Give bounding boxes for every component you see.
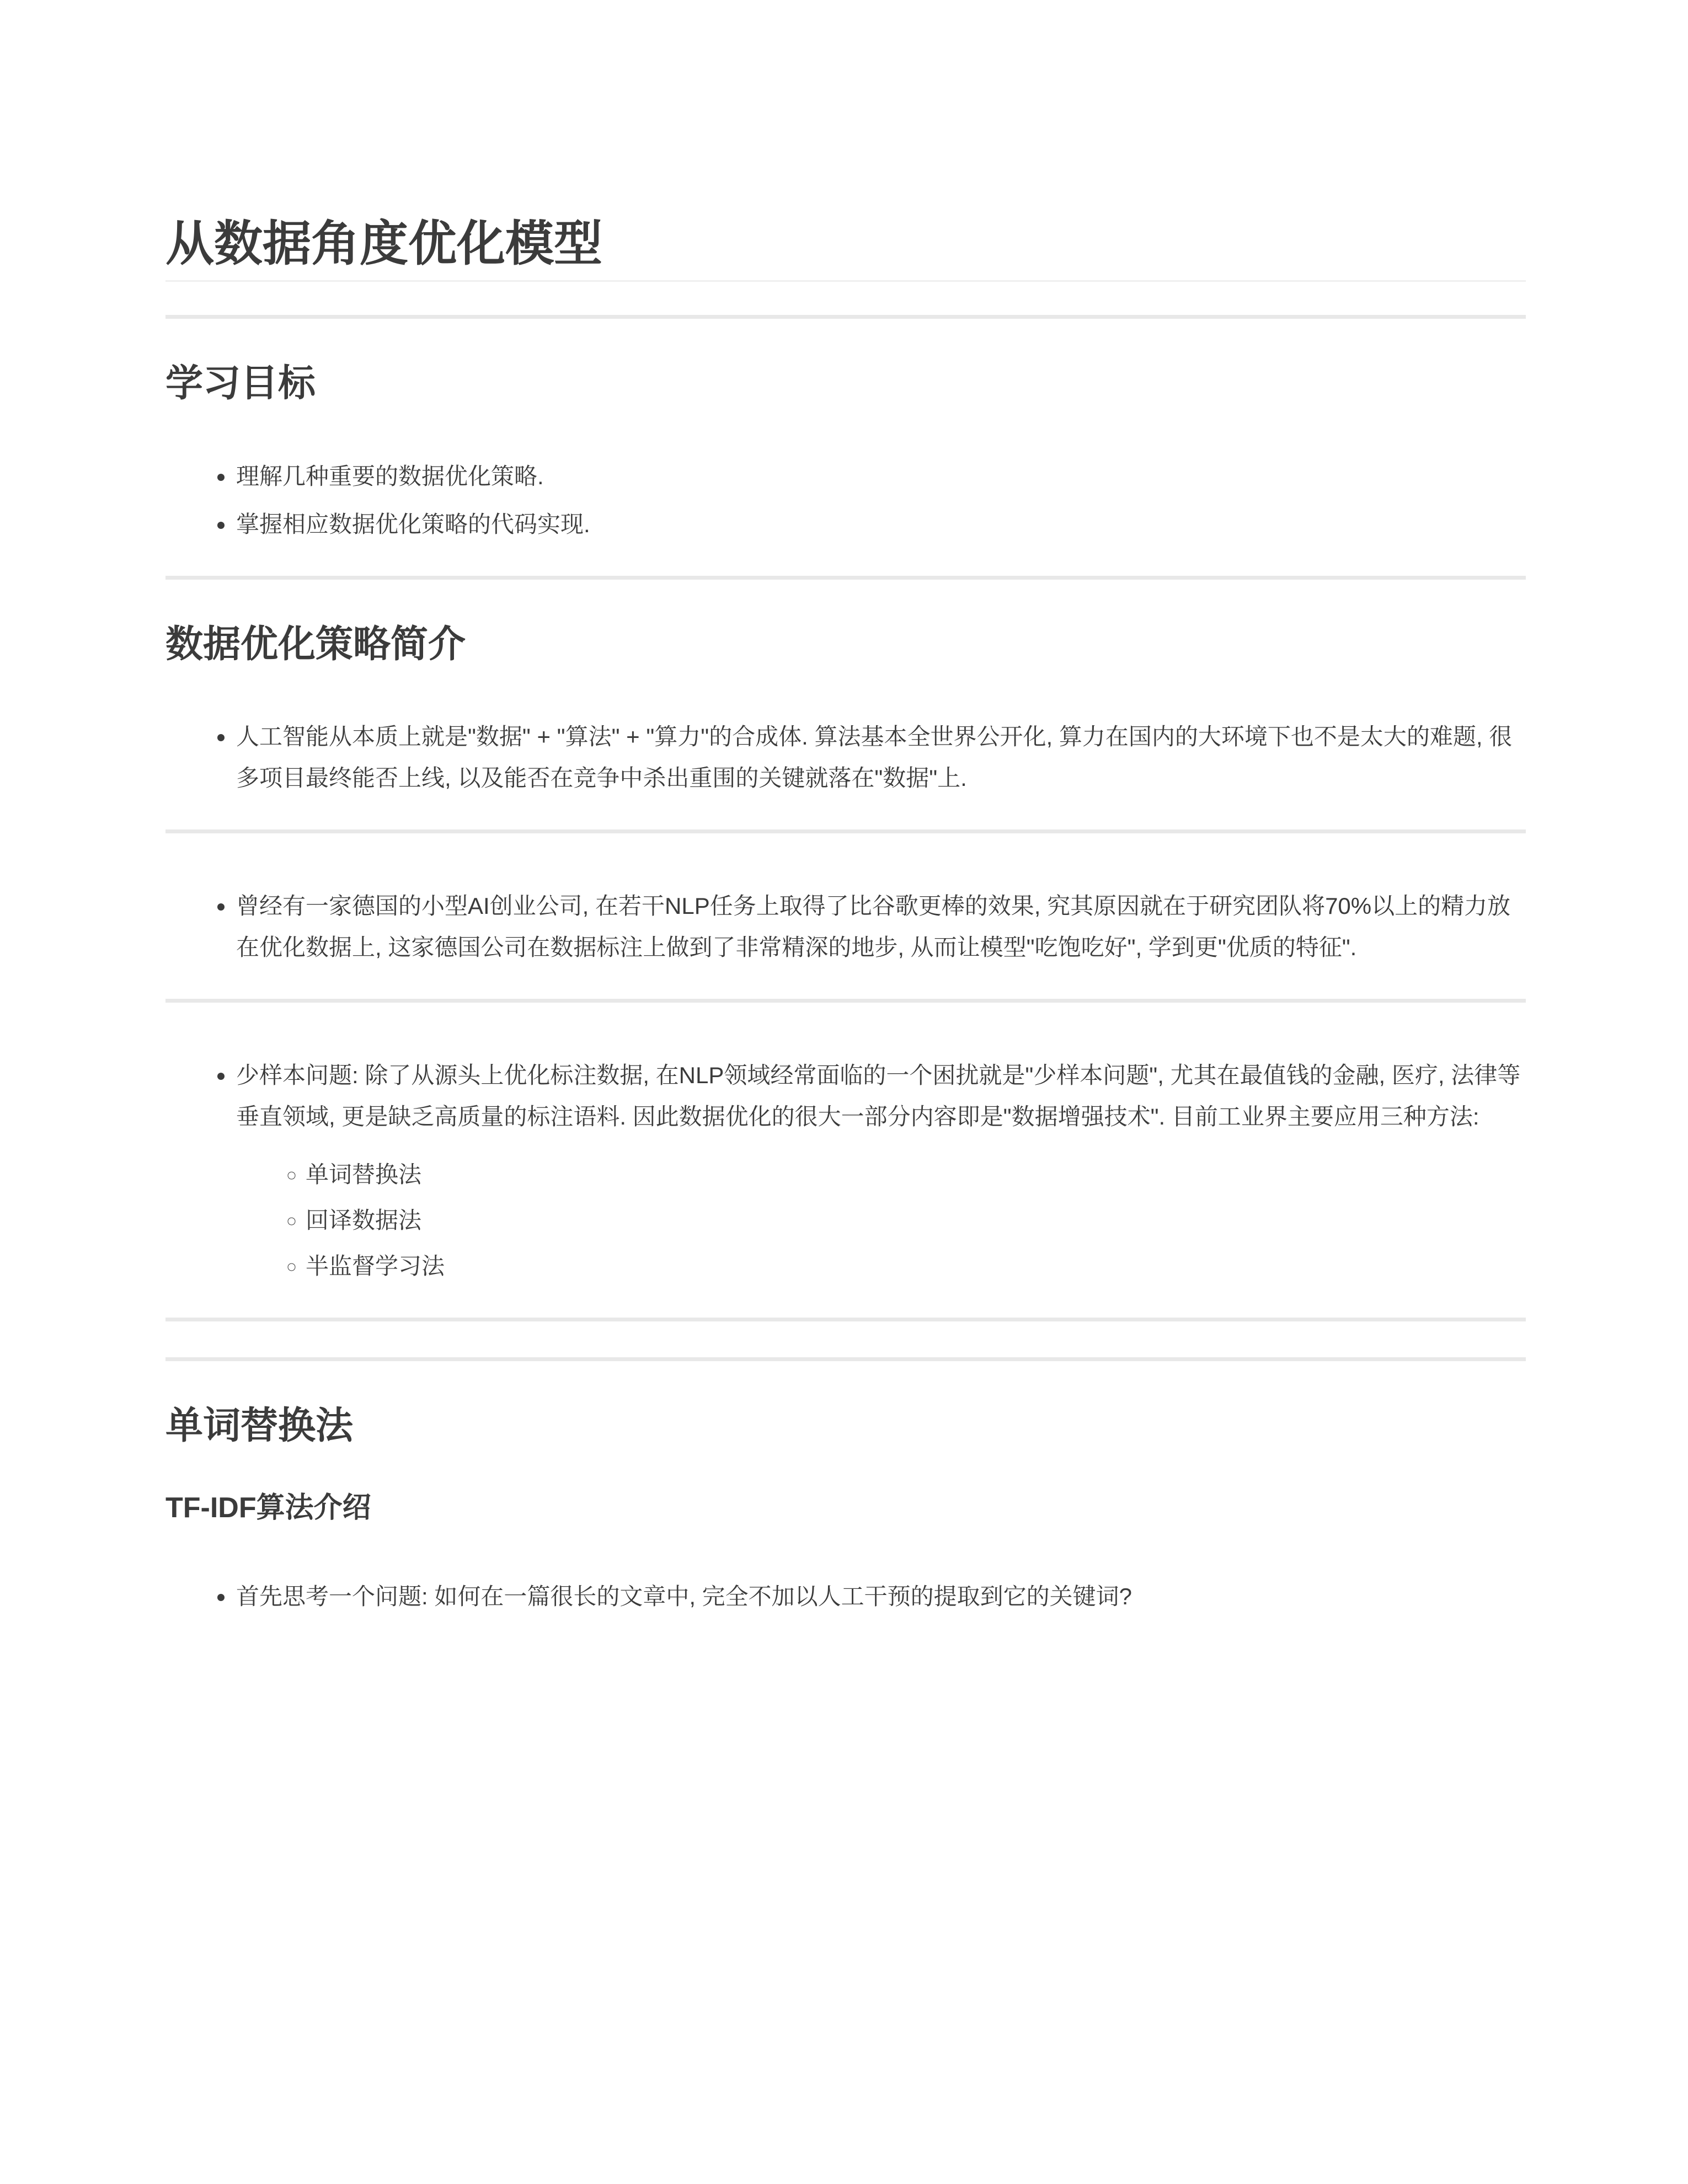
intro-paragraph-list: [165, 716, 1526, 799]
list-item: ◦ 回译数据法: [306, 1200, 1526, 1241]
heading-word-replacement: 单词替换法: [165, 1405, 354, 1447]
list-item: • 曾经有一家德国的小型AI创业公司, 在若干NLP任务上取得了比谷歌更棒的效果, 究其原因就在于研究团队将70%以上的精力放在优化数据上, 这家德国公司在数据标注上做到了非常精深的地步, 从而让模型"吃饱吃好", 学到更"优质的特征".: [235, 885, 1526, 968]
list-item: ◦ 单词替换法: [306, 1154, 1526, 1195]
heading-tfidf-intro: TF-IDF算法介绍: [165, 1491, 371, 1524]
section-divider: [165, 576, 1526, 580]
tfidf-question-list: [165, 1576, 1526, 1617]
list-item: • 人工智能从本质上就是"数据" + "算法" + "算力"的合成体. 算法基本全世界公开化, 算力在国内的大环境下也不是太大的难题, 很多项目最终能否上线, 以及能否在竞争中杀出重围的关键就落在"数据"上.: [235, 716, 1526, 799]
list-item: [235, 1054, 1526, 1287]
learning-goals-list: [165, 456, 1526, 545]
augmentation-methods-list: [236, 1154, 1526, 1287]
section-divider: [165, 1318, 1526, 1321]
page-title: 从数据角度优化模型: [165, 218, 1526, 282]
list-item: • 掌握相应数据优化策略的代码实现.: [235, 504, 1526, 545]
paragraph-text: 少样本问题: 除了从源头上优化标注数据, 在NLP领域经常面临的一个困扰就是"少样本问题", 尤其在最值钱的金融, 医疗, 法律等垂直领域, 更是缺乏高质量的标注语料. 因此数据优化的很大一部分内容即是"数据增强技术". 目前工业界主要应用三种方法:: [236, 1062, 1521, 1130]
list-item: • 理解几种重要的数据优化策略.: [235, 456, 1526, 497]
section-divider: [165, 315, 1526, 319]
list-item: • 首先思考一个问题: 如何在一篇很长的文章中, 完全不加以人工干预的提取到它的关键词?: [235, 1576, 1526, 1617]
section-divider: [165, 1357, 1526, 1361]
section-divider: [165, 999, 1526, 1003]
heading-learning-goals: 学习目标: [165, 362, 316, 405]
heading-data-strategy-intro: 数据优化策略简介: [165, 623, 466, 665]
intro-paragraph-list: [165, 1054, 1526, 1287]
section-divider: [165, 829, 1526, 833]
intro-paragraph-list: [165, 885, 1526, 968]
list-item: ◦ 半监督学习法: [306, 1245, 1526, 1287]
